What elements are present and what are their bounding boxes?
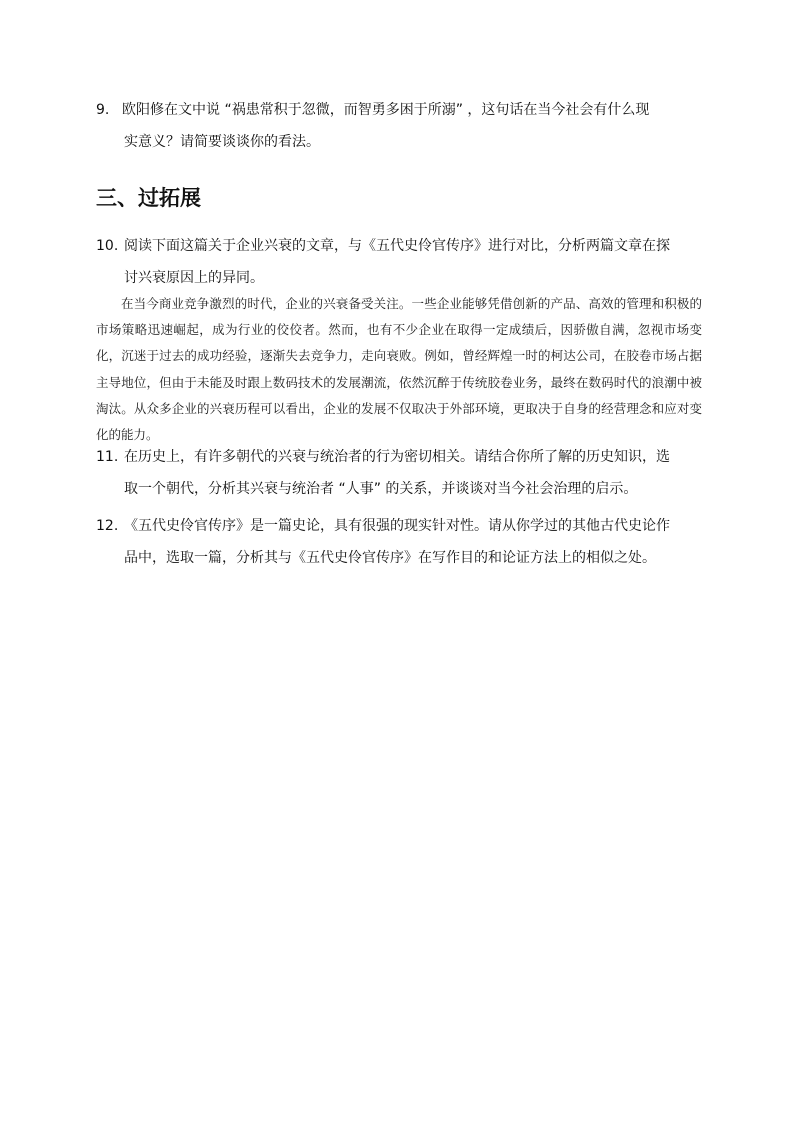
question-9 (96, 94, 706, 158)
question-text-line2: 取一个朝代，分析其兴衰与统治者 “人事” 的关系，并谈谈对当今社会治理的启示。 (124, 481, 638, 497)
question-number: 10. (96, 238, 119, 254)
question-number: 12. (96, 518, 119, 534)
question-11 (96, 441, 706, 505)
question-12 (96, 510, 706, 574)
question-text-line1: 阅读下面这篇关于企业兴衰的文章，与《五代史伶官传序》进行对比，分析两篇文章在探 (124, 238, 670, 254)
question-text-line2: 讨兴衰原因上的异同。 (124, 270, 264, 286)
passage-text: 在当今商业竞争激烈的时代，企业的兴衰备受关注。一些企业能够凭借创新的产品、高效的管理和积极的市场策略迅速崛起，成为行业的佼佼者。然而，也有不少企业在取得一定成绩后，因骄傲自满，忽视市场变化，沉迷于过去的成功经验，逐渐失去竞争力，走向衰败。例如，曾经辉煌一时的柯达公司，在胶卷市场占据主导地位，但由于未能及时跟上数码技术的发展潮流，依然沉醉于传统胶卷业务，最终在数码时代的浪潮中被淘汰。从众多企业的兴衰历程可以看出，企业的发展不仅取决于外部环境，更取决于自身的经营理念和应对变化的能力。 (96, 296, 702, 443)
question-text-line1: 在历史上，有许多朝代的兴衰与统治者的行为密切相关。请结合你所了解的历史知识，选 (124, 449, 670, 465)
question-text-line1: 《五代史伶官传序》是一篇史论，具有很强的现实针对性。请从你学过的其他古代史论作 (124, 518, 670, 534)
question-text-line2: 品中，选取一篇，分析其与《五代史伶官传序》在写作目的和论证方法上的相似之处。 (124, 550, 656, 566)
question-text-line1: 欧阳修在文中说 “祸患常积于忽微，而智勇多困于所溺” ，这句话在当今社会有什么现 (122, 102, 650, 118)
question-text-line2: 实意义？请简要谈谈你的看法。 (124, 134, 320, 150)
reading-passage (96, 291, 702, 448)
question-number: 11. (96, 449, 119, 465)
question-number: 9. (96, 102, 110, 118)
question-10 (96, 230, 706, 294)
section-heading: 三、过拓展 (96, 186, 201, 210)
